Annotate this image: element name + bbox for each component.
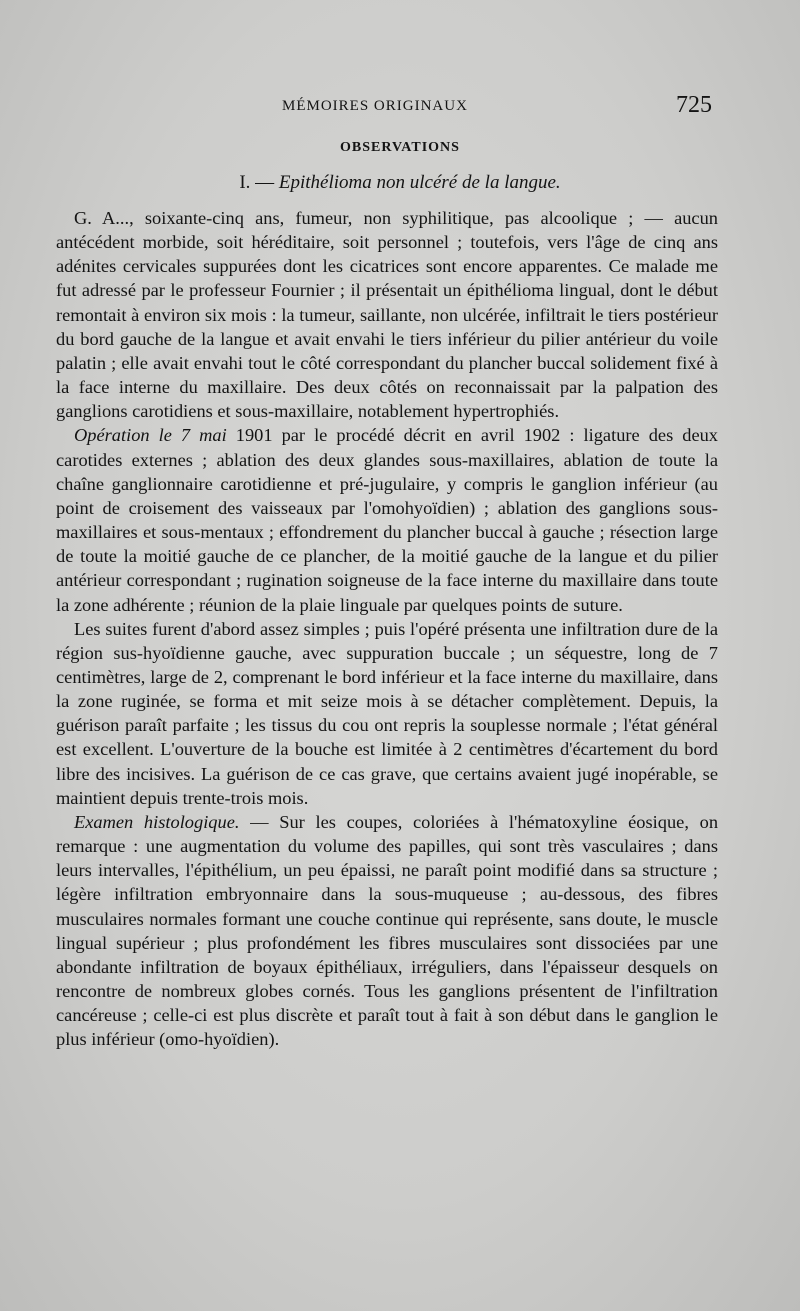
observation-title [0,172,800,194]
page-number: 725 [676,92,712,118]
paragraph-histology [56,810,718,1052]
paragraph-lead: Examen histologique. [74,811,240,832]
body-text [56,206,718,1051]
paragraph-outcome: Les suites furent d'abord assez simples ; puis l'opéré présenta une infiltration dure de la région sus-hyoïdienne gauche, avec suppuration buccale ; un séquestre, long de 7 centimètres, large de 2, comprenant le bord inférieur et la face interne du maxillaire, dans la zone ruginée, se forma et mit seize mois à se détacher complètement. Depuis, la guérison paraît parfaite ; les tissus du cou ont repris la souplesse normale ; l'état général est excellent. L'ouverture de la bouche est limitée à 2 centimètres d'écartement du bord libre des incisives. La guérison de ce cas grave, que certains avaient jugé inopérable, se maintient depuis trente-trois mois. [56,618,718,808]
paragraph-case-history: G. A..., soixante-cinq ans, fumeur, non syphilitique, pas alcoolique ; — aucun antécédent morbide, soit héréditaire, soit personnel ; toutefois, vers l'âge de cinq ans adénites cervicales suppurées dont les cicatrices sont encore apparentes. Ce malade me fut adressé par le professeur Fournier ; il présentait un épithélioma lingual, dont le début remontait à environ six mois : la tumeur, saillante, non ulcérée, infiltrait le tiers postérieur du bord gauche de la langue et avait envahi le tiers inférieur du pilier antérieur du voile palatin ; elle avait envahi tout le côté correspondant du plancher buccal solidement fixé à la face interne du maxillaire. Des deux côtés on reconnaissait par la palpation des ganglions carotidiens et sous-maxillaire, notablement hypertrophiés. [56,208,718,422]
paragraph-lead: Opération le 7 mai [74,425,227,446]
page-header [0,92,800,128]
paragraph-text: — Sur les coupes, coloriées à l'hématoxyline éosique, on remarque : une augmentation du volume des papilles, qui sont très vasculaires ; dans leurs intervalles, l'épithélium, un peu épaissi, ne paraît point modifié dans sa structure ; légère infiltration embryonnaire dans la sous-muqueuse ; au-dessous, des fibres musculaires normales formant une couche continue qui représente, sans doute, le muscle lingual supérieur ; plus profondément les fibres musculaires sont dissociées par une abondante infiltration de boyaux épithéliaux, irréguliers, dans l'épaisseur desquels on rencontre de nombreux globes cornés. Tous les ganglions présentent de l'infiltration cancéreuse ; celle-ci est plus discrète et paraît tout à fait à son début dans le ganglion le plus inférieur (omo-hyoïdien). [56,811,719,1050]
running-title: MÉMOIRES ORIGINAUX [282,98,468,114]
observation-number: I. — [239,172,275,193]
paragraph-text: 1901 par le procédé décrit en avril 1902 : ligature des deux carotides externes ; ablation des deux glandes sous-maxillaires, ablation de toute la chaîne ganglionnaire carotidienne et pré-jugulaire, y compris le ganglion inférieur (au point de croisement des vaisseaux par l'omohyoïdien) ; ablation des ganglions sous-maxillaires et sous-mentaux ; effondrement du plancher buccal à gauche ; résection large de toute la moitié gauche de ce plancher, de la moitié gauche de la langue et du pilier antérieur correspondant ; rugination soigneuse de la face interne du maxillaire dans toute la zone adhérente ; réunion de la plaie linguale par quelques points de suture. [56,425,718,615]
section-heading: OBSERVATIONS [340,140,460,155]
paragraph-operation [56,423,718,616]
observation-title-text: Epithélioma non ulcéré de la langue. [278,172,561,193]
